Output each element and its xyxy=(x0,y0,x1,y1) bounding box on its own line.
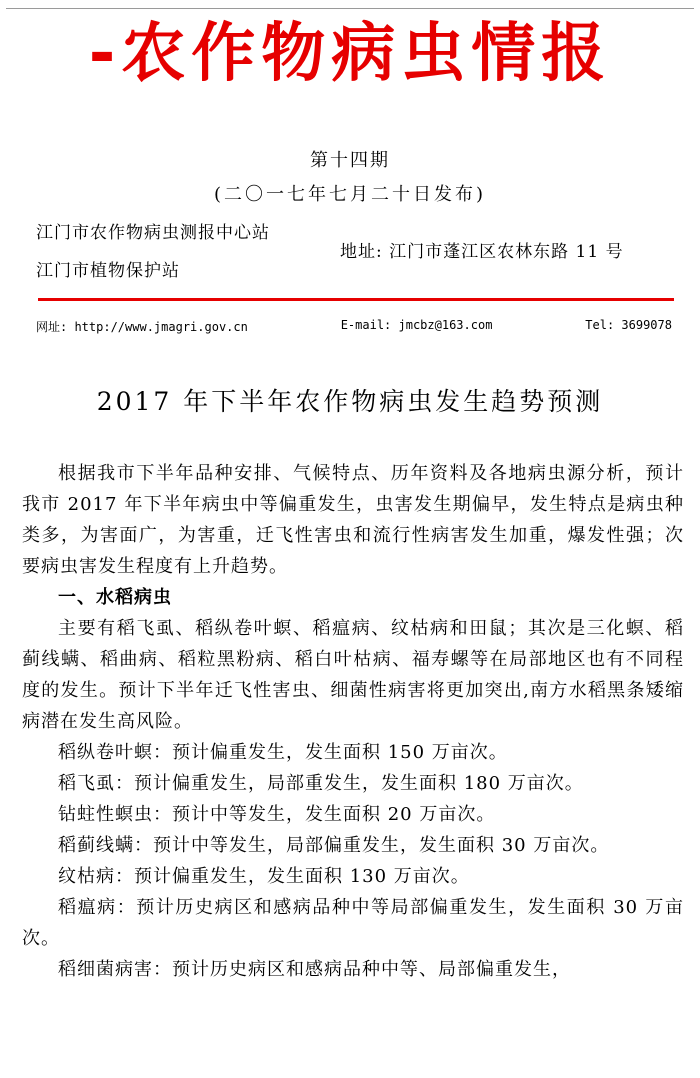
body-paragraph: 稻蓟线螨：预计中等发生，局部偏重发生，发生面积 30 万亩次。 xyxy=(58,835,610,856)
body-paragraph: 主要有稻飞虱、稻纵卷叶螟、稻瘟病、纹枯病和田鼠；其次是三化螟、稻蓟线螨、稻曲病、稻粒黑粉病、稻白叶枯病、福寿螺等在局部地区也有不同程度的发生。预计下半年迁飞性害虫、细菌性病害将更加突出,南方水稻黑条矮缩病潜在发生高风险。 xyxy=(22,618,684,732)
body-paragraph: 钻蛀性螟虫：预计中等发生，发生面积 20 万亩次。 xyxy=(58,804,496,825)
issue-number: 第十四期 xyxy=(310,150,390,171)
document-body xyxy=(22,458,684,985)
top-rule xyxy=(6,8,694,9)
issue-date: (二〇一七年七月二十日发布) xyxy=(213,184,487,205)
body-paragraph: 稻细菌病害：预计历史病区和感病品种中等、局部偏重发生， xyxy=(58,959,571,980)
publisher-org-primary: 江门市农作物病虫测报中心站 xyxy=(36,223,270,243)
header-divider xyxy=(38,298,674,301)
body-paragraph: 稻飞虱：预计偏重发生，局部重发生，发生面积 180 万亩次。 xyxy=(58,773,584,794)
website-link[interactable]: 网址: http://www.jmagri.gov.cn xyxy=(36,320,248,334)
publisher-address: 地址: 江门市蓬江区农林东路 11 号 xyxy=(340,242,624,262)
body-paragraph: 稻纵卷叶螟：预计偏重发生，发生面积 150 万亩次。 xyxy=(58,742,508,763)
body-paragraph: 稻瘟病：预计历史病区和感病品种中等局部偏重发生，发生面积 30 万亩次。 xyxy=(22,897,684,949)
masthead-title: -农作物病虫情报 xyxy=(88,17,612,91)
body-paragraph: 纹枯病：预计偏重发生，发生面积 130 万亩次。 xyxy=(58,866,470,887)
section-heading: 一、水稻病虫 xyxy=(58,587,172,608)
document-title: 2017 年下半年农作物病虫发生趋势预测 xyxy=(96,387,604,416)
contact-line xyxy=(36,318,672,335)
telephone: Tel: 3699078 xyxy=(585,318,672,332)
email-link[interactable]: E-mail: jmcbz@163.com xyxy=(340,318,493,332)
intro-paragraph: 根据我市下半年品种安排、气候特点、历年资料及各地病虫源分析，预计我市 2017 年下半年病虫中等偏重发生，虫害发生期偏早，发生特点是病虫种类多，为害面广，为害重，迁飞性害虫和流行性病害发生加重，爆发性强；次要病虫害发生程度有上升趋势。 xyxy=(22,463,684,577)
publisher-org-secondary: 江门市植物保护站 xyxy=(36,261,180,281)
